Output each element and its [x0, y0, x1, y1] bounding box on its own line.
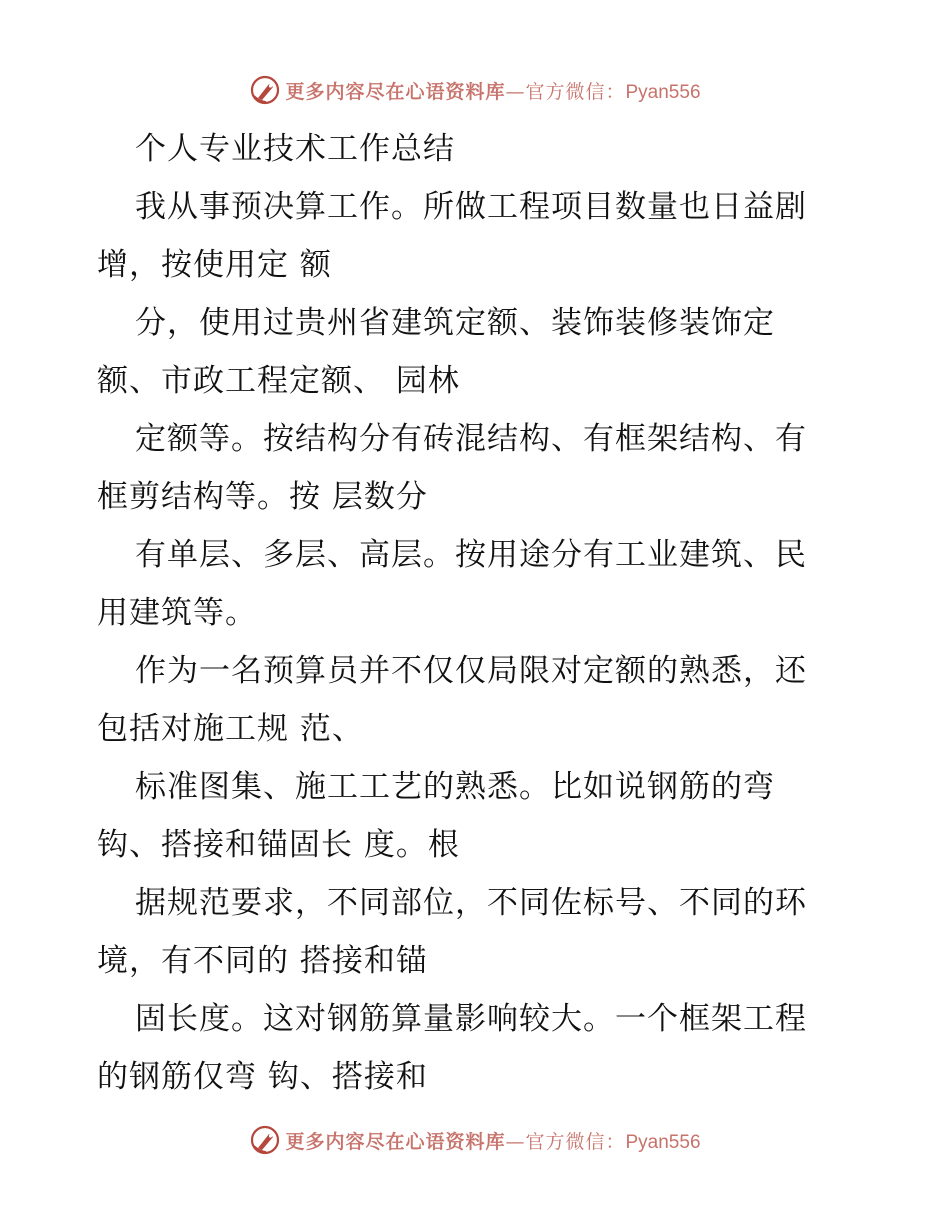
- pen-nib-logo-icon: [249, 74, 281, 106]
- paragraph-line: 我从事预决算工作。所做工程项目数量也日益剧: [135, 189, 807, 225]
- banner-wechat-id: Pyan556: [625, 81, 701, 103]
- banner-wechat-id: Pyan556: [625, 1131, 701, 1153]
- banner-text: [285, 1127, 700, 1154]
- header-banner: [0, 70, 950, 110]
- paragraph-line: 据规范要求，不同部位，不同佐标号、不同的环: [135, 885, 807, 921]
- banner-text: [285, 77, 700, 104]
- paragraph-line: 作为一名预算员并不仅仅局限对定额的熟悉，还: [135, 653, 807, 689]
- pen-nib-logo-icon: [249, 1124, 281, 1156]
- paragraph-line: 钩、搭接和锚固长 度。根: [97, 827, 460, 863]
- paragraph-line: 境，有不同的 搭接和锚: [97, 943, 428, 979]
- banner-brand: 更多内容尽在心语资料库: [285, 1130, 506, 1153]
- banner-dash: —: [505, 80, 526, 103]
- paragraph-line: 定额等。按结构分有砖混结构、有框架结构、有: [135, 421, 807, 457]
- document-body: [97, 120, 867, 1106]
- footer-banner: [0, 1120, 950, 1160]
- paragraph-line: 有单层、多层、高层。按用途分有工业建筑、民: [135, 537, 807, 573]
- banner-official: 官方微信：: [525, 1130, 626, 1153]
- paragraph-line: 包括对施工规 范、: [97, 711, 364, 747]
- banner-official: 官方微信：: [525, 80, 626, 103]
- paragraph-line: 增，按使用定 额: [97, 247, 332, 283]
- paragraph-line: 固长度。这对钢筋算量影响较大。一个框架工程: [135, 1001, 807, 1037]
- banner-dash: —: [505, 1130, 526, 1153]
- paragraph-line: 标准图集、施工工艺的熟悉。比如说钢筋的弯: [135, 769, 775, 805]
- paragraph-line: 额、市政工程定额、 园林: [97, 363, 460, 399]
- paragraph-line: 分，使用过贵州省建筑定额、装饰装修装饰定: [135, 305, 775, 341]
- paragraph-line: 用建筑等。: [97, 595, 257, 631]
- banner-brand: 更多内容尽在心语资料库: [285, 80, 506, 103]
- paragraph-line: 的钢筋仅弯 钩、搭接和: [97, 1059, 428, 1095]
- paragraph-line: 框剪结构等。按 层数分: [97, 479, 428, 515]
- document-title: 个人专业技术工作总结: [135, 131, 455, 167]
